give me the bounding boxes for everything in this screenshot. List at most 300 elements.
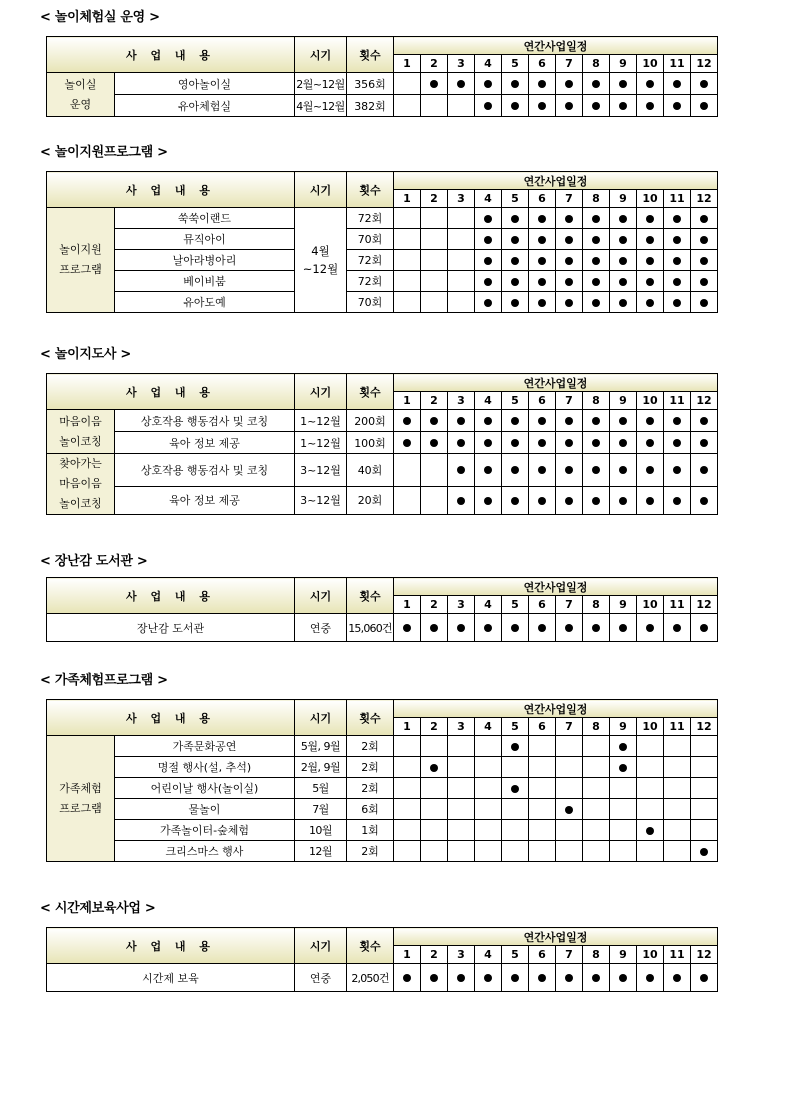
schedule-dot — [484, 417, 492, 425]
month-cell — [529, 271, 556, 292]
month-label: 9 — [610, 596, 637, 614]
month-cell — [583, 799, 610, 820]
schedule-dot — [592, 439, 600, 447]
month-label: 10 — [637, 392, 664, 410]
month-cell — [556, 410, 583, 432]
schedule-dot — [484, 439, 492, 447]
schedule-dot — [484, 466, 492, 474]
month-cell — [448, 757, 475, 778]
schedule-dot — [592, 299, 600, 307]
month-label: 2 — [421, 596, 448, 614]
period-cell: 1~12월 — [295, 432, 347, 454]
program-name: 뮤직아이 — [115, 229, 295, 250]
month-cell — [475, 736, 502, 757]
month-label: 4 — [475, 392, 502, 410]
month-cell — [394, 271, 421, 292]
schedule-dot — [700, 848, 708, 856]
schedule-dot — [565, 299, 573, 307]
header-period: 시기 — [295, 37, 347, 73]
month-label: 8 — [583, 190, 610, 208]
month-cell — [529, 229, 556, 250]
period-cell: 2월~12월 — [295, 73, 347, 95]
month-cell — [421, 95, 448, 117]
schedule-dot — [673, 257, 681, 265]
month-label: 9 — [610, 718, 637, 736]
month-label: 5 — [502, 946, 529, 964]
month-cell — [529, 799, 556, 820]
schedule-dot — [511, 497, 519, 505]
month-label: 8 — [583, 596, 610, 614]
month-cell — [421, 820, 448, 841]
month-cell — [421, 736, 448, 757]
schedule-dot — [700, 974, 708, 982]
schedule-table — [46, 927, 718, 992]
header-count: 횟수 — [347, 578, 394, 614]
month-cell — [637, 229, 664, 250]
month-label: 3 — [448, 596, 475, 614]
month-label: 1 — [394, 596, 421, 614]
month-label: 5 — [502, 55, 529, 73]
schedule-dot — [538, 624, 546, 632]
header-period: 시기 — [295, 578, 347, 614]
month-cell — [394, 454, 421, 487]
month-cell — [394, 292, 421, 313]
month-cell — [637, 614, 664, 642]
schedule-dot — [484, 236, 492, 244]
schedule-dot — [565, 974, 573, 982]
schedule-dot — [511, 439, 519, 447]
schedule-row — [47, 486, 718, 514]
month-cell — [502, 799, 529, 820]
month-cell — [556, 614, 583, 642]
month-cell — [448, 778, 475, 799]
month-cell — [475, 799, 502, 820]
schedule-dot — [592, 236, 600, 244]
month-cell — [475, 208, 502, 229]
count-cell: 40회 — [347, 454, 394, 487]
month-cell — [394, 229, 421, 250]
month-cell — [475, 486, 502, 514]
month-cell — [637, 208, 664, 229]
month-cell — [448, 410, 475, 432]
count-cell: 70회 — [347, 229, 394, 250]
month-cell — [556, 292, 583, 313]
month-cell — [394, 736, 421, 757]
month-label: 9 — [610, 55, 637, 73]
month-cell — [664, 73, 691, 95]
schedule-row — [47, 820, 718, 841]
month-cell — [529, 757, 556, 778]
month-cell — [394, 799, 421, 820]
month-cell — [475, 229, 502, 250]
month-cell — [583, 820, 610, 841]
program-name: 명절 행사(설, 추석) — [115, 757, 295, 778]
month-cell — [637, 95, 664, 117]
schedule-dot — [511, 624, 519, 632]
schedule-row — [47, 432, 718, 454]
month-cell — [691, 229, 718, 250]
month-cell — [637, 799, 664, 820]
header-period: 시기 — [295, 928, 347, 964]
month-cell — [637, 486, 664, 514]
period-cell: 1~12월 — [295, 410, 347, 432]
month-cell — [394, 841, 421, 862]
schedule-dot — [646, 257, 654, 265]
month-cell — [691, 208, 718, 229]
month-cell — [448, 736, 475, 757]
month-cell — [583, 95, 610, 117]
schedule-dot — [565, 215, 573, 223]
period-cell: 2월, 9월 — [295, 757, 347, 778]
month-cell — [583, 410, 610, 432]
month-cell — [583, 778, 610, 799]
month-cell — [610, 736, 637, 757]
month-cell — [421, 799, 448, 820]
month-cell — [529, 736, 556, 757]
schedule-dot — [646, 80, 654, 88]
schedule-dot — [700, 80, 708, 88]
schedule-dot — [646, 236, 654, 244]
month-label: 12 — [691, 392, 718, 410]
month-cell — [664, 95, 691, 117]
month-cell — [502, 292, 529, 313]
period-cell: 4월 ~12월 — [295, 208, 347, 313]
schedule-dot — [565, 102, 573, 110]
month-cell — [529, 964, 556, 992]
month-cell — [691, 778, 718, 799]
month-cell — [394, 432, 421, 454]
month-cell — [664, 432, 691, 454]
month-label: 7 — [556, 190, 583, 208]
schedule-dot — [646, 215, 654, 223]
header-period: 시기 — [295, 374, 347, 410]
month-cell — [583, 736, 610, 757]
schedule-dot — [592, 497, 600, 505]
month-cell — [664, 841, 691, 862]
month-cell — [610, 757, 637, 778]
schedule-dot — [511, 278, 519, 286]
month-label: 10 — [637, 596, 664, 614]
month-cell — [529, 486, 556, 514]
month-cell — [421, 432, 448, 454]
program-name: 상호작용 행동검사 및 코칭 — [115, 454, 295, 487]
month-cell — [610, 410, 637, 432]
month-cell — [502, 757, 529, 778]
schedule-dot — [673, 215, 681, 223]
month-cell — [664, 250, 691, 271]
schedule-dot — [565, 806, 573, 814]
month-cell — [448, 250, 475, 271]
schedule-dot — [484, 215, 492, 223]
month-cell — [421, 964, 448, 992]
header-row — [47, 37, 718, 55]
schedule-dot — [592, 215, 600, 223]
month-cell — [610, 73, 637, 95]
month-label: 4 — [475, 190, 502, 208]
schedule-dot — [646, 466, 654, 474]
month-cell — [475, 95, 502, 117]
month-cell — [502, 820, 529, 841]
header-content: 사 업 내 용 — [47, 700, 295, 736]
month-cell — [502, 841, 529, 862]
month-cell — [421, 841, 448, 862]
program-name: 가족놀이터-숲체험 — [115, 820, 295, 841]
count-cell: 72회 — [347, 208, 394, 229]
month-label: 7 — [556, 596, 583, 614]
month-cell — [556, 799, 583, 820]
program-name: 육아 정보 제공 — [115, 486, 295, 514]
period-cell: 4월~12월 — [295, 95, 347, 117]
schedule-dot — [403, 974, 411, 982]
month-cell — [421, 757, 448, 778]
month-cell — [529, 250, 556, 271]
schedule-dot — [619, 299, 627, 307]
schedule-dot — [538, 417, 546, 425]
month-cell — [691, 841, 718, 862]
month-cell — [475, 614, 502, 642]
month-cell — [637, 820, 664, 841]
schedule-dot — [619, 80, 627, 88]
program-name: 유아체험실 — [115, 95, 295, 117]
month-label: 12 — [691, 190, 718, 208]
section-title: < 놀이체험실 운영 > — [40, 10, 160, 25]
month-cell — [691, 486, 718, 514]
month-label: 10 — [637, 718, 664, 736]
schedule-dot — [673, 624, 681, 632]
month-cell — [502, 95, 529, 117]
month-cell — [394, 410, 421, 432]
month-cell — [475, 410, 502, 432]
month-label: 8 — [583, 718, 610, 736]
schedule-dot — [565, 80, 573, 88]
schedule-dot — [592, 102, 600, 110]
program-name: 시간제 보육 — [47, 964, 295, 992]
month-cell — [529, 841, 556, 862]
month-label: 7 — [556, 718, 583, 736]
month-cell — [529, 292, 556, 313]
month-cell — [421, 250, 448, 271]
month-label: 4 — [475, 718, 502, 736]
schedule-dot — [565, 417, 573, 425]
schedule-dot — [700, 215, 708, 223]
schedule-dot — [457, 497, 465, 505]
month-cell — [502, 208, 529, 229]
month-cell — [502, 736, 529, 757]
month-cell — [583, 454, 610, 487]
month-cell — [448, 841, 475, 862]
month-cell — [475, 432, 502, 454]
month-cell — [529, 432, 556, 454]
schedule-dot — [430, 624, 438, 632]
month-cell — [502, 486, 529, 514]
count-cell: 72회 — [347, 271, 394, 292]
schedule-dot — [565, 466, 573, 474]
month-cell — [583, 432, 610, 454]
schedule-table — [46, 171, 718, 313]
month-cell — [448, 229, 475, 250]
schedule-dot — [619, 764, 627, 772]
month-label: 6 — [529, 392, 556, 410]
schedule-row — [47, 757, 718, 778]
schedule-dot — [565, 624, 573, 632]
month-cell — [556, 229, 583, 250]
schedule-dot — [457, 80, 465, 88]
month-cell — [664, 799, 691, 820]
month-label: 1 — [394, 946, 421, 964]
month-label: 1 — [394, 190, 421, 208]
month-cell — [529, 454, 556, 487]
program-name: 상호작용 행동검사 및 코칭 — [115, 410, 295, 432]
header-content: 사 업 내 용 — [47, 578, 295, 614]
month-label: 11 — [664, 718, 691, 736]
month-cell — [583, 614, 610, 642]
month-cell — [556, 432, 583, 454]
month-label: 2 — [421, 392, 448, 410]
section-title: < 놀이지원프로그램 > — [40, 145, 168, 160]
month-cell — [691, 73, 718, 95]
group-label: 가족체험 프로그램 — [47, 736, 115, 862]
month-cell — [475, 841, 502, 862]
month-cell — [610, 292, 637, 313]
group-label: 놀이실 운영 — [47, 73, 115, 117]
month-cell — [529, 778, 556, 799]
month-label: 11 — [664, 55, 691, 73]
month-cell — [394, 757, 421, 778]
month-cell — [691, 292, 718, 313]
schedule-dot — [511, 466, 519, 474]
count-cell: 100회 — [347, 432, 394, 454]
month-cell — [448, 799, 475, 820]
month-cell — [448, 432, 475, 454]
month-cell — [664, 614, 691, 642]
period-cell: 3~12월 — [295, 486, 347, 514]
month-label: 8 — [583, 392, 610, 410]
section-title: < 가족체험프로그램 > — [40, 673, 168, 688]
month-label: 8 — [583, 55, 610, 73]
month-cell — [583, 208, 610, 229]
month-cell — [637, 778, 664, 799]
month-label: 9 — [610, 190, 637, 208]
month-cell — [610, 95, 637, 117]
schedule-dot — [565, 439, 573, 447]
schedule-dot — [700, 466, 708, 474]
month-cell — [691, 614, 718, 642]
schedule-dot — [619, 278, 627, 286]
month-cell — [583, 73, 610, 95]
month-label: 5 — [502, 392, 529, 410]
program-name: 베이비붐 — [115, 271, 295, 292]
schedule-dot — [646, 299, 654, 307]
schedule-dot — [403, 439, 411, 447]
period-cell: 연중 — [295, 964, 347, 992]
schedule-dot — [673, 974, 681, 982]
month-label: 6 — [529, 190, 556, 208]
month-cell — [394, 95, 421, 117]
program-name: 육아 정보 제공 — [115, 432, 295, 454]
count-cell: 70회 — [347, 292, 394, 313]
schedule-dot — [457, 624, 465, 632]
month-label: 8 — [583, 946, 610, 964]
schedule-row — [47, 271, 718, 292]
schedule-dot — [457, 417, 465, 425]
month-cell — [529, 614, 556, 642]
period-cell: 연중 — [295, 614, 347, 642]
schedule-dot — [592, 278, 600, 286]
month-label: 1 — [394, 718, 421, 736]
schedule-dot — [511, 215, 519, 223]
header-count: 횟수 — [347, 172, 394, 208]
month-cell — [448, 454, 475, 487]
header-annual-schedule: 연간사업일정 — [394, 37, 718, 55]
month-cell — [637, 757, 664, 778]
schedule-dot — [484, 257, 492, 265]
month-label: 10 — [637, 190, 664, 208]
month-label: 4 — [475, 55, 502, 73]
schedule-dot — [403, 417, 411, 425]
schedule-dot — [457, 466, 465, 474]
schedule-dot — [619, 257, 627, 265]
schedule-row — [47, 454, 718, 487]
count-cell: 356회 — [347, 73, 394, 95]
count-cell: 1회 — [347, 820, 394, 841]
schedule-dot — [538, 215, 546, 223]
schedule-dot — [484, 624, 492, 632]
month-cell — [475, 964, 502, 992]
month-cell — [475, 820, 502, 841]
header-annual-schedule: 연간사업일정 — [394, 172, 718, 190]
month-cell — [610, 964, 637, 992]
schedule-dot — [538, 299, 546, 307]
month-label: 12 — [691, 946, 718, 964]
month-cell — [502, 410, 529, 432]
period-cell: 12월 — [295, 841, 347, 862]
month-cell — [475, 271, 502, 292]
header-annual-schedule: 연간사업일정 — [394, 374, 718, 392]
month-cell — [394, 73, 421, 95]
month-cell — [664, 486, 691, 514]
month-cell — [691, 964, 718, 992]
month-cell — [664, 820, 691, 841]
month-cell — [556, 73, 583, 95]
month-label: 4 — [475, 596, 502, 614]
month-label: 12 — [691, 596, 718, 614]
month-label: 12 — [691, 718, 718, 736]
schedule-dot — [646, 278, 654, 286]
schedule-dot — [511, 80, 519, 88]
month-cell — [637, 454, 664, 487]
header-content: 사 업 내 용 — [47, 172, 295, 208]
month-cell — [556, 964, 583, 992]
section-title: < 장난감 도서관 > — [40, 554, 148, 569]
month-cell — [394, 820, 421, 841]
program-name: 날아라병아리 — [115, 250, 295, 271]
schedule-row — [47, 250, 718, 271]
schedule-dot — [403, 624, 411, 632]
month-cell — [421, 292, 448, 313]
schedule-dot — [484, 278, 492, 286]
month-label: 2 — [421, 946, 448, 964]
month-label: 10 — [637, 946, 664, 964]
month-cell — [556, 841, 583, 862]
month-cell — [556, 271, 583, 292]
month-cell — [529, 73, 556, 95]
schedule-dot — [430, 80, 438, 88]
schedule-dot — [430, 764, 438, 772]
month-cell — [610, 778, 637, 799]
month-cell — [556, 757, 583, 778]
group-label: 마음이음 놀이코칭 — [47, 410, 115, 454]
month-cell — [448, 208, 475, 229]
